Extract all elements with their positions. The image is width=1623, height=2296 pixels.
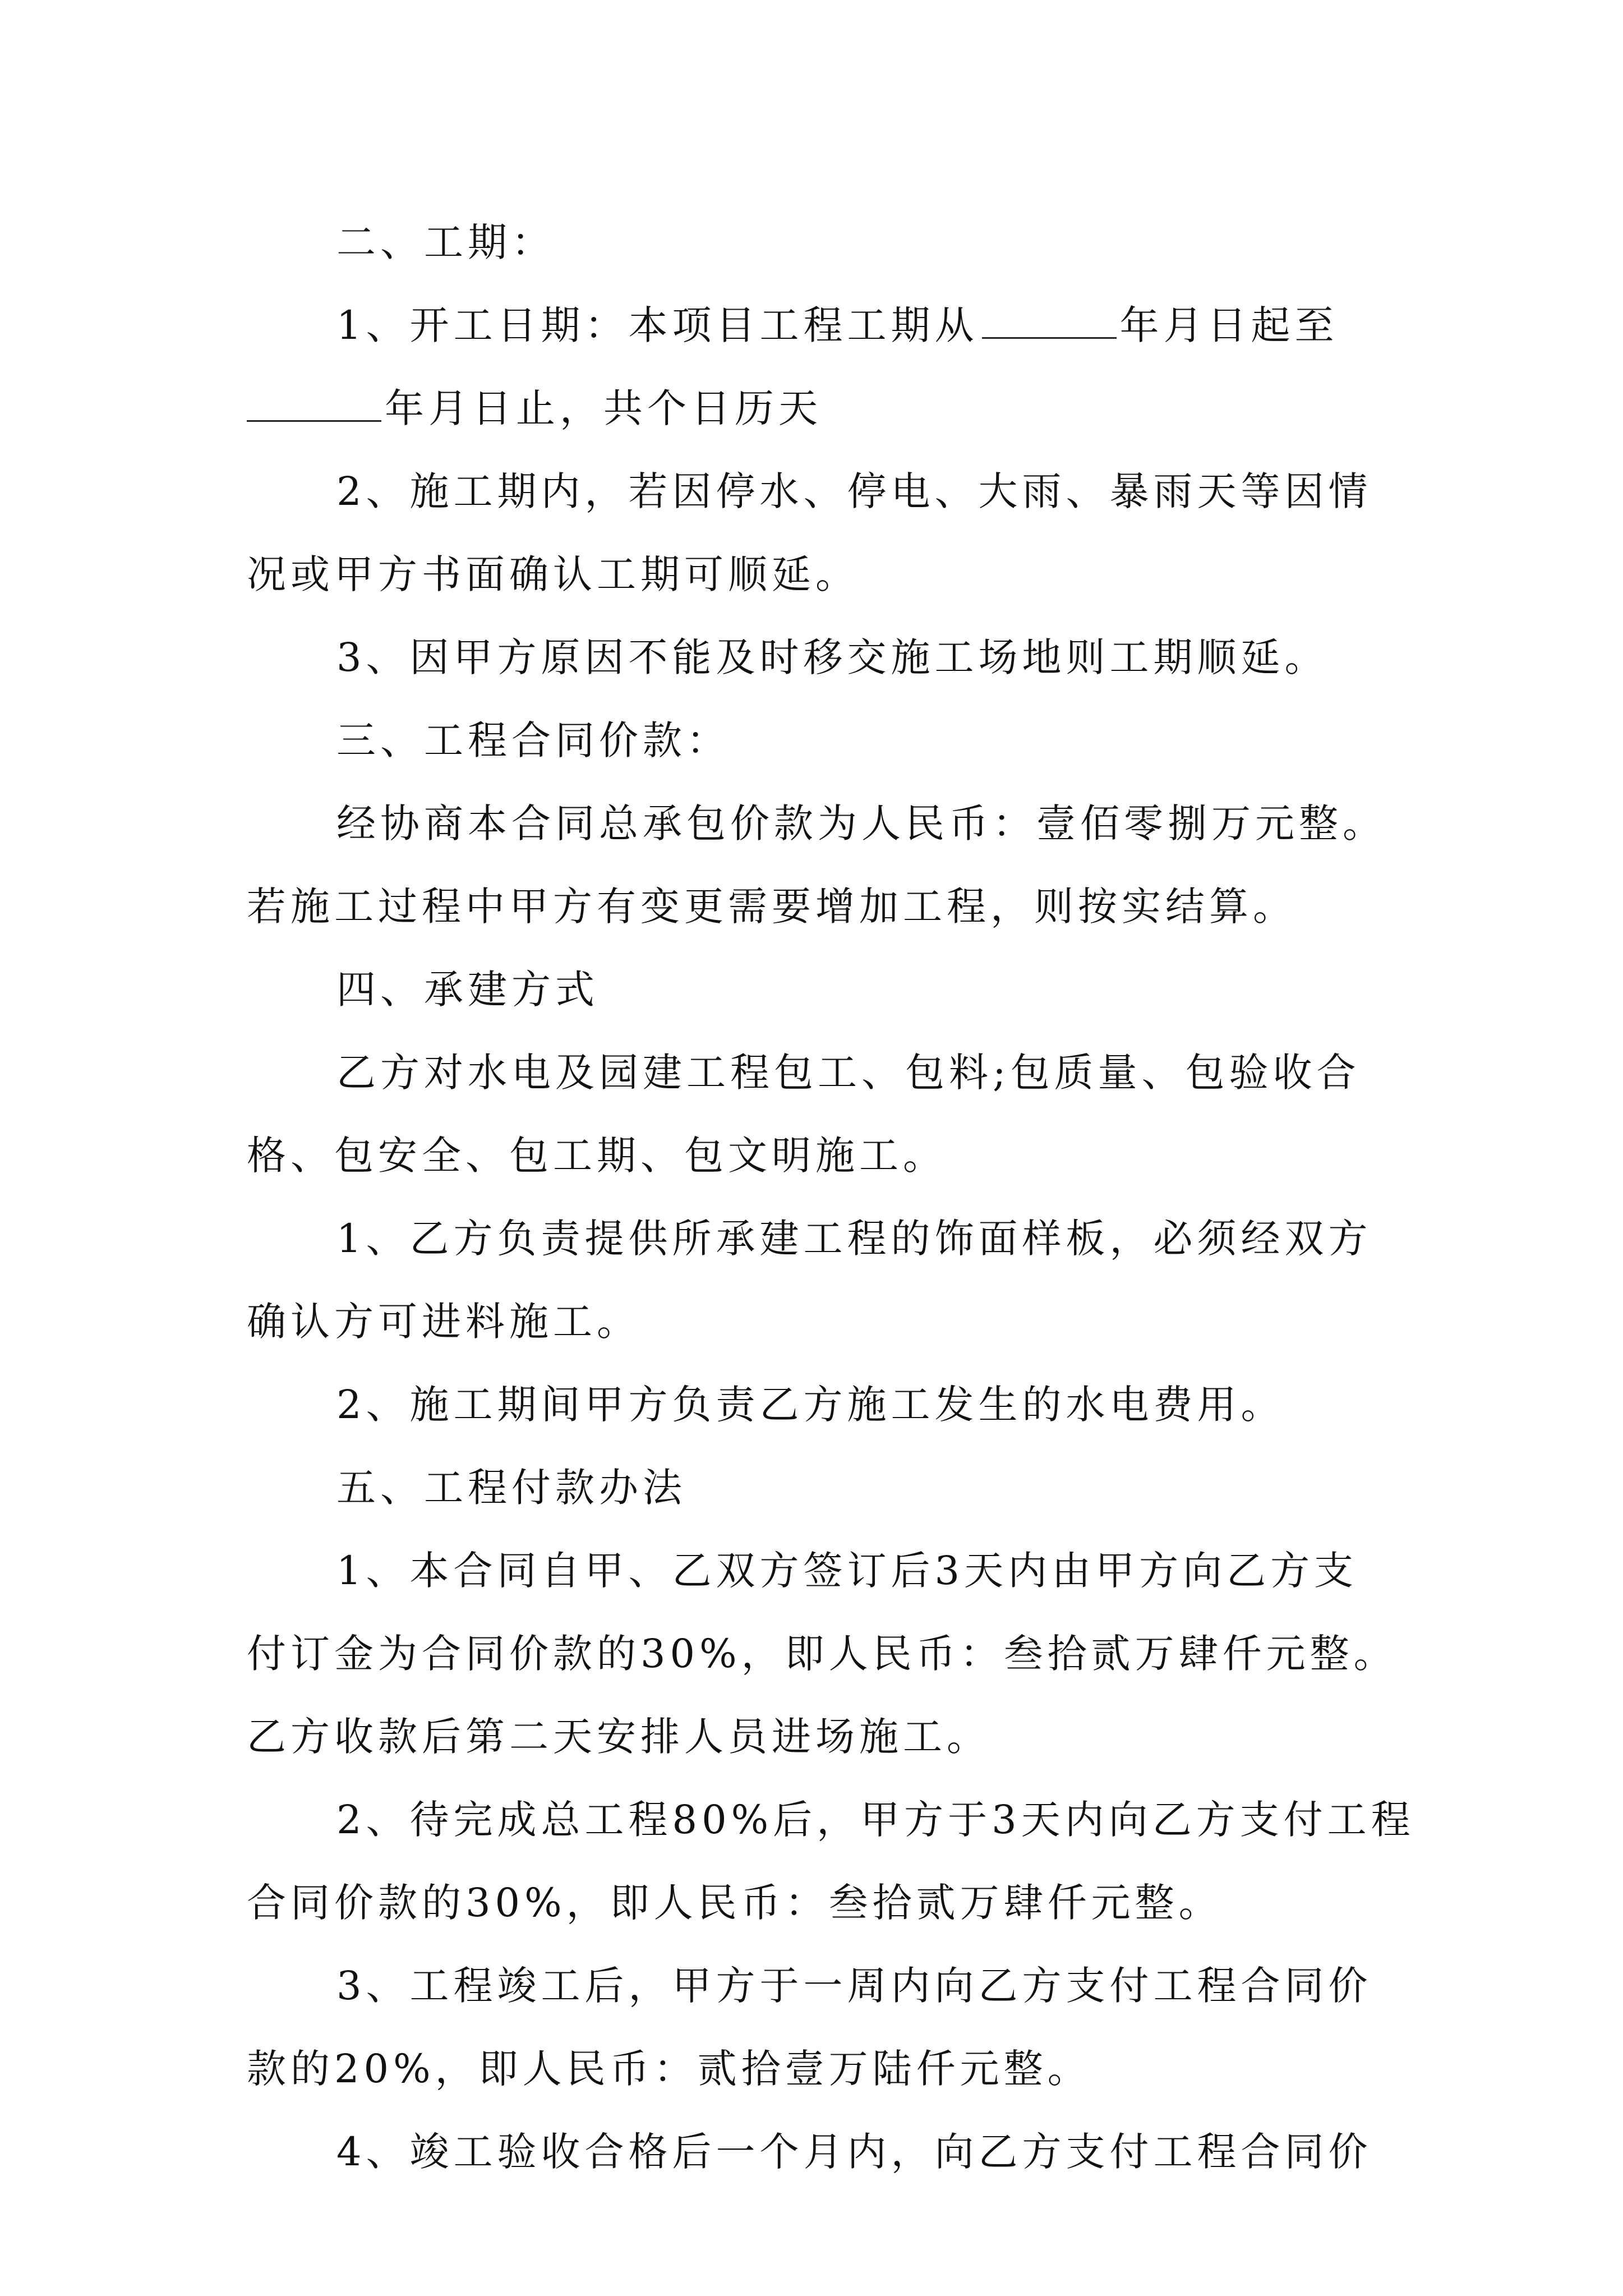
paragraph-total-price-cont: 若施工过程中甲方有变更需要增加工程，则按实结算。 [247,884,1297,930]
section-heading-price: 三、工程合同价款： [336,717,730,763]
section-heading-contract-method: 四、承建方式 [336,967,599,1013]
paragraph-payment-progress-cont: 合同价款的30%，即人民币：叁拾贰万肆仟元整。 [247,1880,1223,1926]
paragraph-payment-deposit-cont2: 乙方收款后第二天安排人员进场施工。 [247,1714,990,1760]
paragraph-utility-costs: 2、施工期间甲方负责乙方施工发生的水电费用。 [336,1382,1285,1428]
section-heading-payment: 五、工程付款办法 [336,1465,686,1511]
blank-field-start-year [982,298,1117,339]
paragraph-delay-weather: 2、施工期内，若因停水、停电、大雨、暴雨天等因情 [336,468,1372,514]
paragraph-delay-site: 3、因甲方原因不能及时移交施工场地则工期顺延。 [336,634,1329,680]
paragraph-payment-deposit: 1、本合同自甲、乙双方签订后3天内由甲方向乙方支 [336,1548,1358,1594]
contract-body [247,209,1415,2201]
paragraph-start-date: 1、开工日期：本项目工程工期从 年月日起至 [247,292,1402,375]
paragraph-sample-board-cont: 确认方可进料施工。 [247,1299,640,1345]
paragraph-payment-progress: 2、待完成总工程80%后，甲方于3天内向乙方支付工程 [336,1797,1415,1843]
section-heading-schedule: 二、工期： [336,219,555,265]
blank-field-end-year [247,381,381,422]
paragraph-sample-board: 1、乙方负责提供所承建工程的饰面样板，必须经双方 [336,1216,1372,1262]
paragraph-payment-completion-cont: 款的20%，即人民币：贰拾壹万陆仟元整。 [247,2046,1091,2092]
paragraph-delay-weather-cont: 况或甲方书面确认工期可顺延。 [247,551,859,597]
paragraph-contract-scope: 乙方对水电及园建工程包工、包料;包质量、包验收合 [336,1050,1361,1096]
paragraph-payment-acceptance: 4、竣工验收合格后一个月内，向乙方支付工程合同价 [336,2129,1372,2175]
paragraph-payment-completion: 3、工程竣工后，甲方于一周内向乙方支付工程合同价 [336,1963,1372,2009]
paragraph-total-price: 经协商本合同总承包价款为人民币：壹佰零捌万元整。 [336,800,1386,846]
paragraph-contract-scope-cont: 格、包安全、包工期、包文明施工。 [247,1133,947,1179]
paragraph-start-date-cont: 年月日止，共个日历天 [247,375,1402,458]
paragraph-payment-deposit-cont: 付订金为合同价款的30%，即人民币：叁拾贰万肆仟元整。 [247,1631,1398,1677]
